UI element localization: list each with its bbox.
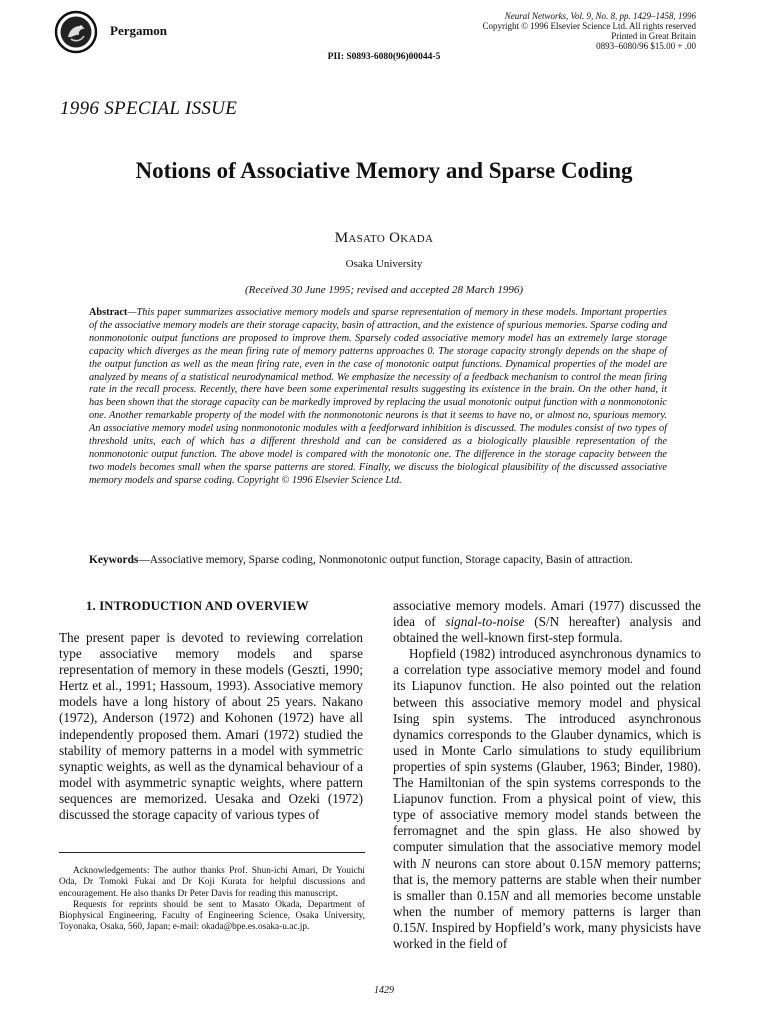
section-heading: 1. INTRODUCTION AND OVERVIEW	[86, 599, 309, 613]
publisher-name: Pergamon	[110, 23, 168, 38]
price-line: 0893–6080/96 $15.00 + .00	[596, 41, 696, 51]
author-name: Masato Okada	[334, 230, 434, 246]
intro-paragraph: The present paper is devoted to reviewing correlation type associative memory models and sparse representation of memory in these models (Geszti, 1990; Hertz et al., 1991; Hassoum, 1993). Associative memory models have a long history of about 25 years. Nakano (1972), Anderson (1972) and Kohonen (1972) have all independently proposed them. Amari (1972) studied the stability of memory patterns in a model with symmetric synaptic weights, as well as the dynamical behaviour of a model with asymmetric synaptic weights, where pattern sequences are memorized. Uesaka and Ozeki (1972) discussed the storage capacity of various types of	[59, 630, 363, 823]
pii-identifier: PII: S0893-6080(96)00044-5	[327, 52, 441, 62]
hopfield-paragraph: Hopfield (1982) introduced asynchronous dynamics to a correlation type associative memory model and found its Liapunov function. He also pointed out the relation between this associative memory model and physical Ising spin systems. The introduced asynchronous dynamics corresponds to the Glauber dynamics, which is used in Monte Carlo simulations to study equilibrium properties of spin systems (Glauber, 1963; Binder, 1980). The Hamiltonian of the spin systems corresponds to the Liapunov function. From a physical point of view, this type of associative memory model stands between the ferromagnet and the spin glass. He also showed by computer simulation that the associative memory model with N neurons can store about 0.15N memory patterns; that is, the memory patterns are stable when their number is smaller than 0.15N and all memories become unstable when the number of memory patterns is larger than 0.15N. Inspired by Hopfield’s work, many physicists have worked in the field of	[393, 646, 701, 951]
printed-line: Printed in Great Britain	[611, 31, 696, 41]
abstract-text: —This paper summarizes associative memory models and sparse representation of memory in these models. Important properties of the associative memory models are their storage capacity, basin of attraction, and the existence of spurious memories. Sparse coding and nonmonotonic output functions are proposed to improve them. Sparsely coded associative memory model has an extremely large storage capacity which diverges as the mean firing rate of memory patterns approaches 0. The storage capacity strongly depends on the shape of the output function as well as the mean firing rate, even in the case of monotonic output functions. Dynamical properties of the model are analyzed by means of a statistical neurodynamical method. We emphasize the necessity of a feedback mechanism to control the mean firing rate in the recall process. Recently, there have been some experimental results suggesting its existence in the brain. On the other hand, it has been shown that the storage capacity can be markedly improved by replacing the usual monotonic output function with a nonmonotonic one. Another remarkable property of the model with the nonmonotonic neurons is that it seems to have no, or almost no, spurious memory. An associative memory model using nonmonotonic modules with a feedforward inhibition is discussed. The modules consist of two types of threshold units, each of which has a different threshold and can be considered as a biologically plausible representation of the nonmonotonic output function. The above model is compared with the monotonic one. The difference in the storage capacity between the two models becomes small when the sparse patterns are stored. Finally, we discuss the biological plausibility of the discussed associative memory models and sparse coding. Copyright © 1996 Elsevier Science Ltd.	[89, 307, 667, 486]
amari-paragraph: associative memory models. Amari (1977) discussed the idea of signal-to-noise (S/N hereafter) analysis and obtained the well-known first-step formula.	[393, 598, 701, 646]
affiliation: Osaka University	[345, 258, 423, 270]
footnote-divider	[59, 852, 365, 853]
copyright-line: Copyright © 1996 Elsevier Science Ltd. All rights reserved	[482, 21, 696, 31]
special-issue-label: 1996 SPECIAL ISSUE	[60, 98, 238, 119]
acknowledgements: Acknowledgements: The author thanks Prof. Shun-ichi Amari, Dr Youichi Oda, Dr Tomoki Fukai and Dr Koji Kurata for helpful discussions and encouragement. He also thanks Dr Peter Davis for reading this manuscript.	[59, 866, 365, 899]
received-dates: (Received 30 June 1995; revised and accepted 28 March 1996)	[244, 284, 524, 296]
pergamon-logo-icon	[54, 10, 98, 54]
abstract-label: Abstract	[89, 307, 128, 318]
right-column	[393, 598, 701, 952]
abstract	[89, 307, 667, 488]
footnote	[59, 866, 365, 934]
reprint-requests: Requests for reprints should be sent to Masato Okada, Department of Biophysical Engineering, Faculty of Engineering Science, Osaka University, Toyonaka, Osaka, 560, Japan; e-mail: okada@bpe.es.osaka-u.ac.jp.	[59, 899, 365, 933]
keywords-label: Keywords	[89, 554, 139, 566]
page-number: 1429	[374, 985, 394, 996]
paper-title: Notions of Associative Memory and Sparse Coding	[135, 158, 633, 183]
keywords	[89, 553, 667, 568]
keywords-text: —Associative memory, Sparse coding, Nonmonotonic output function, Storage capacity, Basin of attraction.	[138, 554, 633, 566]
journal-citation: Neural Networks, Vol. 9, No. 8, pp. 1429–1458, 1996	[504, 11, 696, 21]
journal-info	[482, 11, 696, 51]
left-column	[59, 630, 363, 823]
